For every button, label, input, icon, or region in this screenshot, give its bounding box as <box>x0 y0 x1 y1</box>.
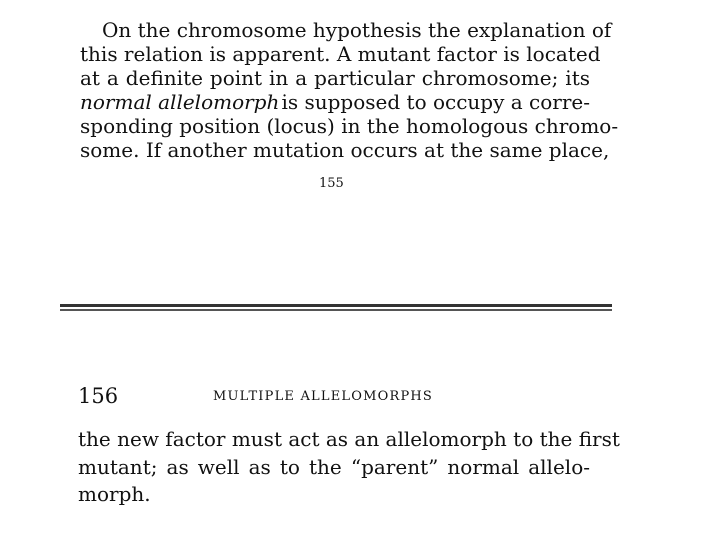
text-line-3: at a definite point in a particular chromosome; its <box>80 66 590 90</box>
text-line-4 <box>80 90 590 114</box>
page-number-155: 155 <box>319 176 344 191</box>
page-number-156: 156 <box>78 384 119 408</box>
text-line-9: morph. <box>78 482 151 506</box>
text-line-6: some. If another mutation occurs at the same place, <box>80 138 610 162</box>
text-line-5: sponding position (locus) in the homologous chromo- <box>80 114 619 138</box>
text-line-1: On the chromosome hypothesis the explanation of <box>102 18 612 42</box>
page-divider-thin <box>60 309 612 311</box>
text-line-7: the new factor must act as an allelomorph to the first <box>78 427 620 451</box>
text-line-8: mutant; as well as to the “parent” normal allelo- <box>78 455 590 479</box>
running-head: MULTIPLE ALLELOMORPHS <box>213 389 434 404</box>
text-line-2: this relation is apparent. A mutant factor is located <box>80 42 601 66</box>
text-line-4-rest: is supposed to occupy a corre- <box>281 90 590 114</box>
italic-term: normal allelomorph <box>80 90 280 114</box>
page-divider <box>60 304 612 307</box>
